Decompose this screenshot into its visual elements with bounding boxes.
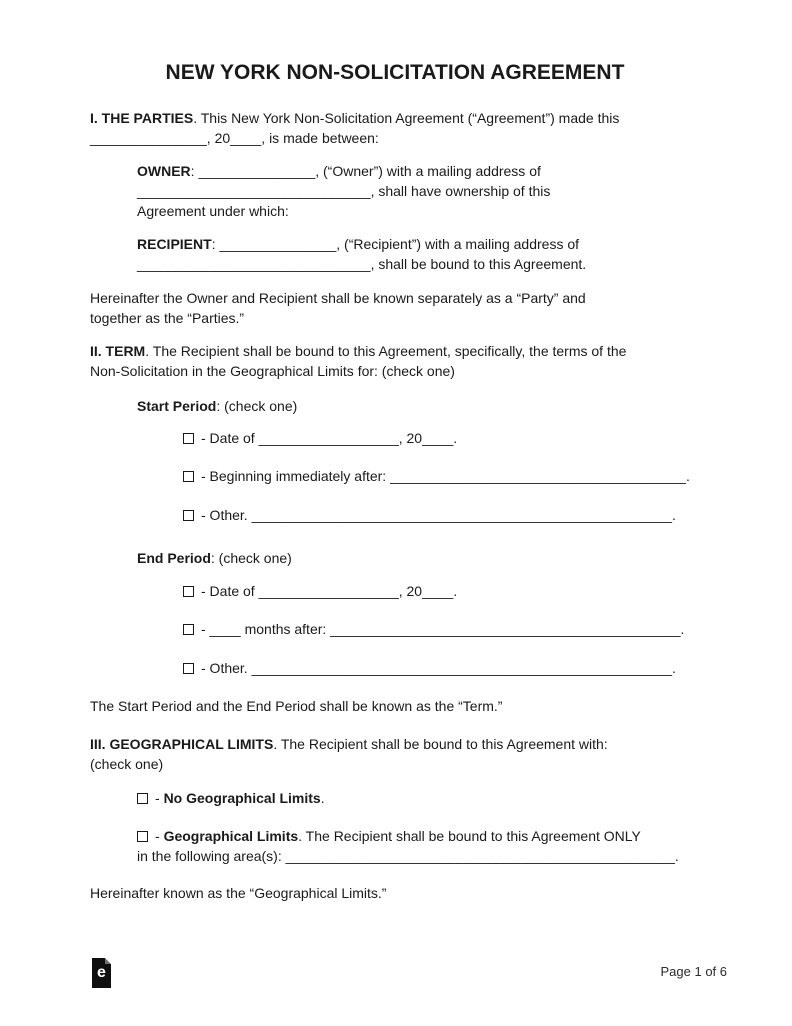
term-intro-line2: Non-Solicitation in the Geographical Limits for: (check one)	[90, 363, 455, 379]
geo-option-limits-label: Geographical Limits	[163, 828, 299, 844]
term-sentence	[90, 696, 700, 716]
recipient-label: RECIPIENT	[137, 236, 212, 252]
end-option-date-text: - Date of __________________, 20____.	[201, 583, 458, 599]
geo-intro-line2: (check one)	[90, 756, 164, 772]
geo-option-limits-post: . The Recipient shall be bound to this Agreement ONLY	[298, 828, 641, 844]
owner-address-blank: ______________________________, shall have ownership of this	[137, 183, 551, 199]
end-option-other-text: - Other. ______________________________________________________.	[201, 660, 676, 676]
geo-option-none	[137, 788, 700, 808]
term-sentence-text: The Start Period and the End Period shall be known as the “Term.”	[90, 698, 503, 714]
end-option-months	[183, 619, 700, 639]
geo-hereinafter	[90, 883, 700, 903]
eforms-document-logo-icon	[92, 958, 111, 988]
checkbox-no-geo-limits[interactable]	[137, 793, 148, 804]
geo-hereinafter-text: Hereinafter known as the “Geographical Limits.”	[90, 885, 387, 901]
parties-hereinafter	[90, 288, 700, 328]
owner-clause-end: Agreement under which:	[137, 203, 289, 219]
owner-clause	[137, 161, 700, 221]
owner-name-blank: : _______________, (“Owner”) with a mailing address of	[190, 163, 541, 179]
start-period-check-one: : (check one)	[216, 398, 298, 414]
geo-option-limits-pre: -	[155, 828, 164, 844]
parties-hereinafter-line1: Hereinafter the Owner and Recipient shall be known separately as a “Party” and	[90, 290, 586, 306]
parties-hereinafter-line2: together as the “Parties.”	[90, 310, 245, 326]
end-period-label	[137, 548, 700, 568]
end-option-date	[183, 581, 700, 601]
start-option-immediately-text: - Beginning immediately after: ______________________________________.	[201, 468, 690, 484]
term-intro-text: . The Recipient shall be bound to this Agreement, specifically, the terms of the	[145, 343, 627, 359]
geo-option-limits	[137, 826, 700, 866]
checkbox-end-months[interactable]	[183, 624, 194, 635]
checkbox-start-immediately[interactable]	[183, 471, 194, 482]
start-period-label	[137, 396, 700, 416]
geo-option-none-pre: -	[155, 790, 164, 806]
start-option-date-text: - Date of __________________, 20____.	[201, 430, 458, 446]
geo-area-blank: in the following area(s): __________________________________________________.	[137, 848, 679, 864]
end-period-title: End Period	[137, 550, 211, 566]
recipient-name-blank: : _______________, (“Recipient”) with a mailing address of	[211, 236, 580, 252]
parties-heading: I. THE PARTIES	[90, 110, 194, 126]
term-heading: II. TERM	[90, 343, 146, 359]
section-geo-intro	[90, 734, 700, 774]
start-period-title: Start Period	[137, 398, 217, 414]
start-option-immediately	[183, 466, 700, 486]
owner-label: OWNER	[137, 163, 191, 179]
geo-intro-text: . The Recipient shall be bound to this Agreement with:	[273, 736, 608, 752]
checkbox-start-other[interactable]	[183, 510, 194, 521]
section-term-intro	[90, 341, 700, 381]
checkbox-start-date[interactable]	[183, 433, 194, 444]
parties-intro-blank-line: _______________, 20____, is made between:	[90, 130, 379, 146]
recipient-clause	[137, 234, 700, 274]
section-parties-intro	[90, 108, 700, 148]
end-period-check-one: : (check one)	[210, 550, 292, 566]
page-indicator: Page 1 of 6	[660, 964, 727, 979]
document-title: NEW YORK NON-SOLICITATION AGREEMENT	[165, 61, 625, 84]
end-option-months-text: - ____ months after: _____________________________________________.	[201, 621, 685, 637]
checkbox-geo-limits[interactable]	[137, 831, 148, 842]
end-option-other	[183, 658, 700, 678]
logo-letter: e	[97, 964, 106, 981]
geo-heading: III. GEOGRAPHICAL LIMITS	[90, 736, 274, 752]
start-option-other-text: - Other. ______________________________________________________.	[201, 507, 676, 523]
recipient-address-blank: ______________________________, shall be bound to this Agreement.	[137, 256, 587, 272]
parties-intro-text: . This New York Non-Solicitation Agreement (“Agreement”) made this	[193, 110, 620, 126]
start-option-other	[183, 505, 700, 525]
checkbox-end-date[interactable]	[183, 586, 194, 597]
start-option-date	[183, 428, 700, 448]
geo-option-none-label: No Geographical Limits	[163, 790, 321, 806]
checkbox-end-other[interactable]	[183, 663, 194, 674]
geo-option-none-post: .	[320, 790, 325, 806]
